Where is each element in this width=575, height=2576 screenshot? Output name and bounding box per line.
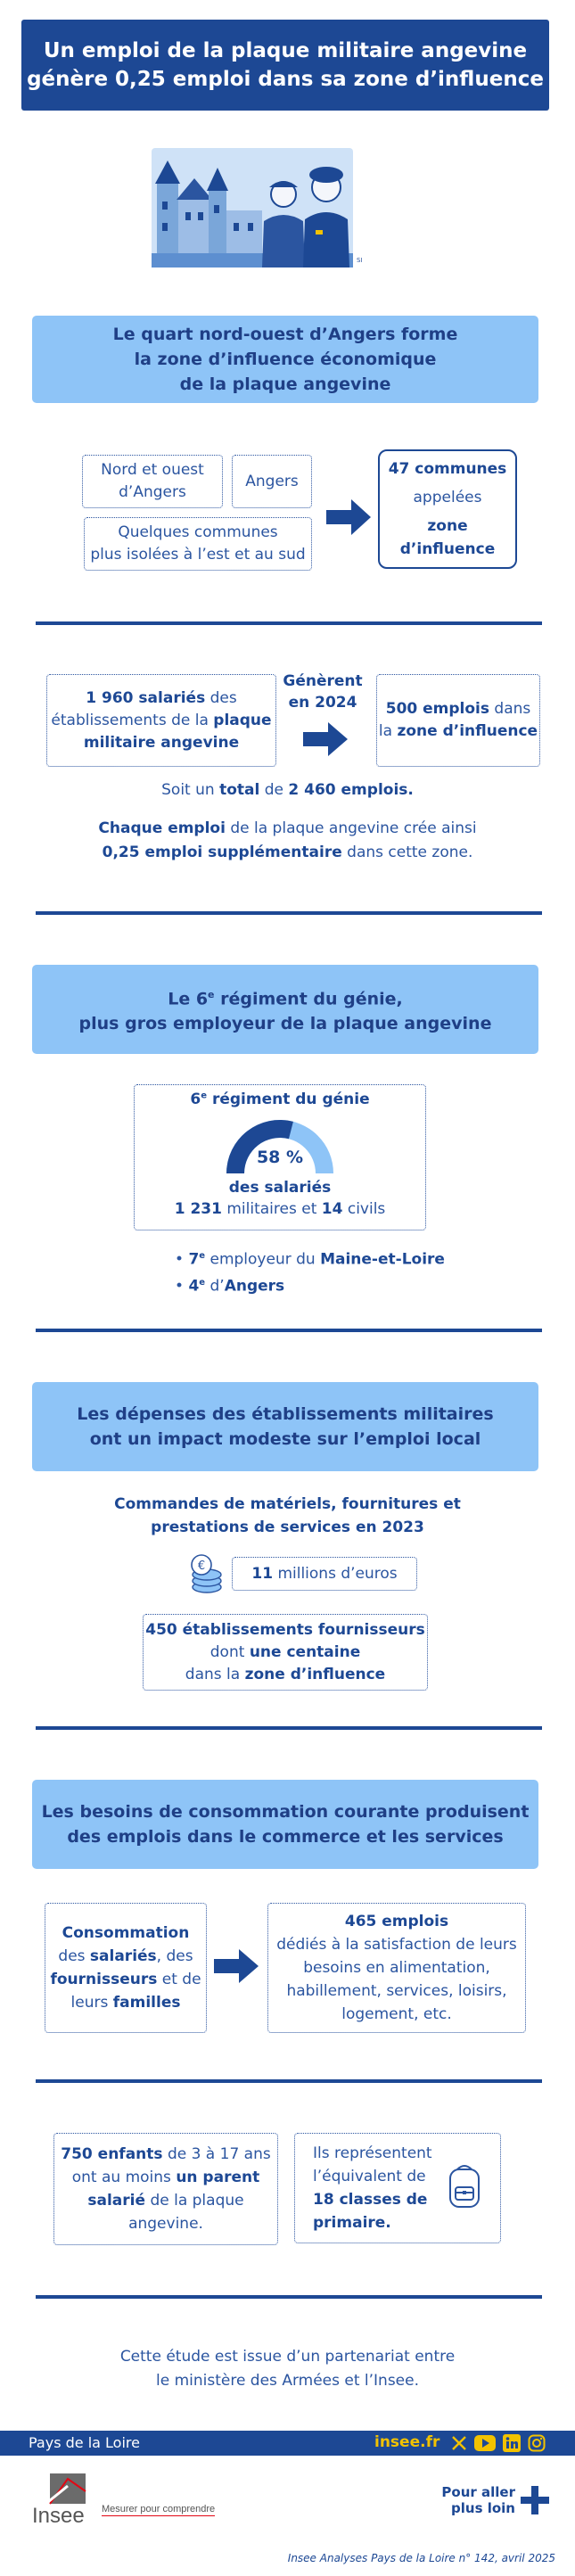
plus-icon[interactable]	[521, 2486, 549, 2518]
result-zone-1: zone	[427, 517, 468, 535]
section4-sub-line-2: prestations de services en 2023	[151, 1518, 424, 1536]
chaque-emploi-text	[0, 817, 575, 865]
emplois-count: 500 emplois	[385, 700, 490, 718]
chaque-line-2	[0, 841, 575, 865]
bullet-angers: • 4e d’Angers	[175, 1277, 285, 1296]
box-nord-ouest	[82, 455, 223, 508]
section1-heading	[32, 316, 538, 403]
emplois465-line-2: dédiés à la satisfaction de leurs	[276, 1936, 517, 1954]
result-count: 47 communes	[388, 460, 507, 478]
conso-salaries: salariés	[89, 1947, 157, 1965]
heading-sup: e	[208, 988, 215, 1000]
box-500-emplois	[376, 674, 540, 767]
bullet2-text: d’	[209, 1277, 225, 1296]
chaque-rest: de la plaque angevine crée ainsi	[230, 819, 477, 837]
divider-6	[36, 2295, 542, 2299]
box-nord-ouest-line-1: Nord et ouest	[101, 461, 204, 479]
emplois465-line-3: besoins en alimentation,	[303, 1959, 490, 1977]
fournisseurs-line-3	[185, 1664, 385, 1686]
card-title-pre: 6	[190, 1090, 201, 1108]
salaries-count: 1 960 salariés	[86, 688, 206, 707]
enfants-line-3b: de la plaque	[150, 2192, 244, 2210]
enfants-line-4: angevine.	[128, 2215, 203, 2233]
enfants-line-2a: ont au moins	[71, 2169, 171, 2186]
generent-line-2: en 2024	[288, 694, 357, 712]
closing-line-2: le ministère des Armées et l’Insee.	[155, 2372, 420, 2390]
page-title	[21, 20, 549, 111]
result-label: appelées	[413, 489, 482, 506]
result-zone-2: d’influence	[399, 540, 496, 558]
divider-1	[36, 621, 542, 625]
section3-heading	[32, 965, 538, 1054]
box-communes-isolees	[84, 517, 312, 571]
salaries-line-2b: plaque	[213, 711, 272, 729]
section5-heading-line-1: Les besoins de consommation courante produisent	[41, 1802, 530, 1822]
arrow-right-icon	[303, 722, 348, 756]
box-salaries	[46, 674, 276, 767]
conso-title: Consommation	[62, 1924, 190, 1942]
box-465-emplois	[267, 1903, 526, 2033]
backpack-icon	[445, 2162, 484, 2218]
section4-heading-line-2: ont un impact modeste sur l’emploi local	[89, 1429, 481, 1449]
emplois-zone: zone d’influence	[397, 722, 538, 740]
bullet1-sup: e	[199, 1251, 206, 1261]
militaires-count: 1 231	[174, 1200, 222, 1218]
footer-bar	[0, 2431, 575, 2456]
emplois465-count: 465 emplois	[344, 1913, 449, 1930]
classes-line-3	[313, 2188, 427, 2211]
heading-pre: Le 6	[168, 989, 209, 1009]
regiment-card-title	[190, 1090, 369, 1108]
section1-heading-line-2: la zone d’influence économique	[134, 350, 437, 369]
insee-logo-text: Insee	[32, 2504, 85, 2528]
section1-heading-line-1: Le quart nord-ouest d’Angers forme	[112, 325, 458, 344]
section3-heading-line-2: plus gros employeur de la plaque angevine	[78, 1014, 492, 1034]
bullet2-sup: e	[199, 1277, 206, 1288]
divider-3	[36, 1329, 542, 1332]
fournisseurs-dans: dans la	[185, 1665, 241, 1683]
arrow-right-icon	[326, 499, 371, 535]
box-fournisseurs	[143, 1614, 428, 1691]
fournisseurs-bold: 450 établissements fournisseurs	[145, 1620, 425, 1639]
section4-heading-line-1: Les dépenses des établissements militaires	[77, 1404, 494, 1424]
divider-2	[36, 911, 542, 915]
conso-familles: familles	[112, 1994, 181, 2012]
closing-line-1: Cette étude est issue d’un partenariat entre	[119, 2348, 456, 2366]
conso-line-3	[50, 1968, 201, 1991]
enfants-rest: de 3 à 17 ans	[167, 2145, 271, 2163]
fournisseurs-line-1	[145, 1619, 425, 1642]
box-nord-ouest-line-2: d’Angers	[119, 483, 186, 501]
pour-aller-line-1: Pour aller	[441, 2484, 515, 2500]
bullet2-place: Angers	[224, 1277, 285, 1296]
supp-bold: 0,25 emploi supplémentaire	[102, 844, 342, 861]
amount-rest: millions d’euros	[277, 1564, 398, 1583]
salaries-line-3	[84, 732, 239, 754]
card-title-sup: e	[201, 1090, 208, 1101]
footer-site-link[interactable]: insee.fr	[374, 2433, 440, 2451]
emplois465-line-1	[345, 1910, 448, 1933]
civils-label: civils	[347, 1200, 386, 1218]
title-line-1: Un emploi de la plaque militaire angevine	[43, 39, 528, 62]
emplois465-line-5: logement, etc.	[341, 2005, 452, 2023]
conso-fournisseurs: fournisseurs	[50, 1971, 158, 1988]
salaries-line-2a: établissements de la	[51, 711, 209, 729]
enfants-line-2b: un parent	[176, 2169, 260, 2186]
fournisseurs-dont: dont	[209, 1642, 245, 1661]
salaries-line-2	[51, 710, 271, 732]
total-word: total	[219, 781, 260, 799]
heading-post: régiment du génie,	[214, 989, 403, 1009]
section4-sub-line-1: Commandes de matériels, fournitures et	[114, 1495, 461, 1513]
pour-aller-line-2: plus loin	[451, 2500, 515, 2516]
fournisseurs-zone: zone d’influence	[244, 1665, 386, 1683]
salaries-des: des	[209, 688, 237, 707]
enfants-line-3	[87, 2189, 243, 2212]
chaque-emploi: Chaque emploi	[98, 819, 226, 837]
box-communes-line-2: plus isolées à l’est et au sud	[90, 546, 306, 564]
section1-heading-line-3: de la plaque angevine	[179, 374, 391, 394]
result-47-communes	[378, 449, 517, 569]
conso-line-1	[62, 1922, 190, 1945]
conso-leurs: leurs	[70, 1994, 109, 2012]
gauge-label: des salariés	[228, 1179, 332, 1197]
militaires-label: militaires et	[226, 1200, 317, 1218]
regiment-card	[134, 1084, 426, 1230]
emplois-dans: dans	[494, 700, 531, 718]
total-pre: Soit un	[161, 781, 215, 799]
box-angers-text: Angers	[245, 472, 299, 490]
section5-heading	[32, 1780, 538, 1869]
box-18-classes	[294, 2133, 501, 2243]
enfants-line-2	[72, 2166, 259, 2189]
enfants-line-3a: salarié	[87, 2192, 146, 2210]
gauge-value: 58 %	[256, 1148, 304, 1167]
bullet2-num: 4	[188, 1277, 200, 1296]
arrow-right-icon	[214, 1949, 259, 1983]
divider-4	[36, 1726, 542, 1730]
insee-logo[interactable]	[32, 2473, 94, 2528]
enfants-line-1	[61, 2143, 270, 2166]
conso-et-de: et de	[161, 1971, 201, 1988]
salaries-line-3-text: militaire angevine	[83, 733, 240, 752]
enfants-bold: 750 enfants	[61, 2145, 163, 2163]
title-line-2: génère 0,25 emploi dans sa zone d’influence	[27, 68, 544, 91]
x-twitter-icon[interactable]	[450, 2434, 468, 2456]
section4-heading	[32, 1382, 538, 1471]
box-communes-line-1: Quelques communes	[118, 523, 278, 541]
box-consommation	[45, 1903, 207, 2033]
footer-tagline: Mesurer pour comprendre	[102, 2504, 216, 2514]
bullet1-num: 7	[188, 1250, 200, 1269]
card-title-post: régiment du génie	[207, 1090, 370, 1108]
supp-rest: dans cette zone.	[347, 844, 473, 861]
conso-comma: , des	[156, 1947, 193, 1965]
section4-subtitle	[0, 1493, 575, 1539]
section5-heading-line-2: des emplois dans le commerce et les services	[67, 1827, 504, 1847]
divider-5	[36, 2079, 542, 2083]
emplois-la: la	[378, 722, 393, 740]
classes-line-4	[313, 2211, 391, 2234]
total-de: de	[264, 781, 283, 799]
conso-line-4	[71, 1991, 181, 2014]
fournisseurs-line-2	[210, 1642, 360, 1664]
emplois-line-1	[386, 698, 531, 720]
regiment-bullets	[175, 1245, 445, 1297]
generent-label	[278, 671, 367, 713]
euro-coins-icon	[187, 1553, 223, 1598]
box-angers	[232, 455, 312, 508]
youtube-icon[interactable]	[474, 2435, 496, 2455]
svg-text:€: €	[197, 1560, 206, 1573]
castle-soldiers-illustration	[152, 148, 363, 267]
section3-heading-line-1	[168, 983, 403, 1011]
emplois-line-2	[379, 720, 538, 743]
closing-text	[0, 2345, 575, 2393]
classes-line-2: l’équivalent de	[313, 2168, 426, 2185]
footer-region: Pays de la Loire	[29, 2434, 140, 2451]
box-11-millions	[232, 1557, 417, 1591]
amount-bold: 11	[251, 1564, 274, 1583]
instagram-icon[interactable]	[528, 2434, 546, 2456]
conso-des: des	[58, 1947, 86, 1965]
emplois465-line-4: habillement, services, loisirs,	[286, 1982, 507, 2000]
classes-line-1: Ils représentent	[313, 2144, 432, 2162]
conso-line-2	[58, 1945, 193, 1968]
salaries-line-1	[86, 687, 236, 710]
illustration-credit: SI	[357, 257, 363, 264]
total-line	[0, 779, 575, 802]
bullet-maine-et-loire: • 7e employeur du Maine-et-Loire	[175, 1250, 445, 1269]
bullet1-text: employeur du	[209, 1250, 316, 1269]
box-750-enfants	[53, 2133, 278, 2245]
classes-line-3-text: 18 classes de	[313, 2191, 428, 2209]
generent-line-1: Génèrent	[283, 672, 363, 690]
chaque-line-1	[0, 817, 575, 841]
linkedin-icon[interactable]	[503, 2434, 521, 2456]
militaires-civils	[175, 1197, 386, 1221]
gauge-chart	[222, 1115, 338, 1178]
total-value: 2 460 emplois.	[288, 781, 414, 799]
bullet1-place: Maine-et-Loire	[320, 1250, 445, 1269]
pour-aller-plus-loin[interactable]	[435, 2484, 515, 2516]
civils-count: 14	[321, 1200, 343, 1218]
fournisseurs-centaine: une centaine	[249, 1642, 361, 1661]
classes-line-4-text: primaire.	[313, 2214, 391, 2232]
footer-reference: Insee Analyses Pays de la Loire n° 142, avril 2025	[287, 2552, 555, 2564]
